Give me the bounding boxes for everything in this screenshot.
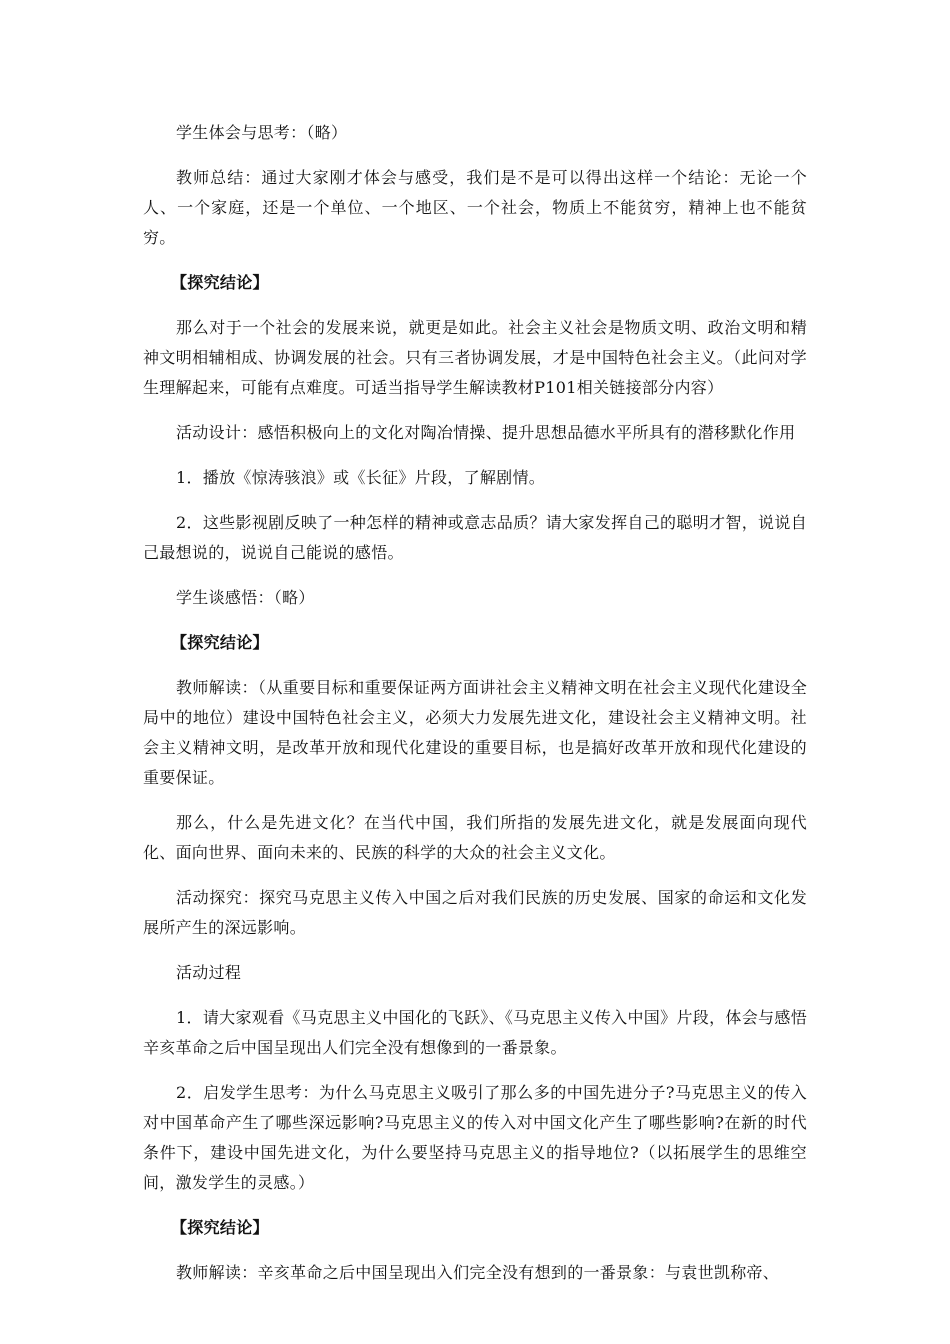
paragraph-activity-exploration: 活动探究：探究马克思主义传入中国之后对我们民族的历史发展、国家的命运和文化发展所产生的深远影响。 xyxy=(143,888,807,937)
paragraph-society-development: 那么对于一个社会的发展来说，就更是如此。社会主义社会是物质文明、政治文明和精神文明相辅相成、协调发展的社会。只有三者协调发展，才是中国特色社会主义。（此问对学生理解起来，可能有点难度。可适当指导学生解读教材P101相关链接部分内容） xyxy=(143,318,807,397)
paragraph-advanced-culture: 那么，什么是先进文化？在当代中国，我们所指的发展先进文化，就是发展面向现代化、面向世界、面向未来的、民族的科学的大众的社会主义文化。 xyxy=(143,813,807,862)
document-body xyxy=(143,118,807,1303)
paragraph-process-step-2: 2．启发学生思考：为什么马克思主义吸引了那么多的中国先进分子?马克思主义的传入对中国革命产生了哪些深远影响?马克思主义的传入对中国文化产生了哪些影响?在新的时代条件下，建设中国先进文化，为什么要坚持马克思主义的指导地位?（以拓展学生的思维空间，激发学生的灵感。） xyxy=(143,1083,807,1192)
paragraph-student-feelings: 学生谈感悟：（略） xyxy=(176,588,315,607)
paragraph-teacher-interpretation-2: 教师解读：辛亥革命之后中国呈现出入们完全没有想到的一番景象：与袁世凯称帝、 xyxy=(176,1263,780,1282)
paragraph-step-2: 2．这些影视剧反映了一种怎样的精神或意志品质？请大家发挥自己的聪明才智，说说自己最想说的，说说自己能说的感悟。 xyxy=(143,513,807,562)
paragraph-teacher-summary: 教师总结：通过大家刚才体会与感受，我们是不是可以得出这样一个结论：无论一个人、一个家庭，还是一个单位、一个地区、一个社会，物质上不能贫穷，精神上也不能贫穷。 xyxy=(143,168,807,247)
paragraph-student-reflection: 学生体会与思考：（略） xyxy=(176,123,348,142)
paragraph-step-1: 1．播放《惊涛骇浪》或《长征》片段，了解剧情。 xyxy=(176,468,546,487)
section-heading-conclusion: 【探究结论】 xyxy=(171,633,269,652)
paragraph-activity-process: 活动过程 xyxy=(176,963,242,982)
paragraph-activity-design: 活动设计：感悟积极向上的文化对陶冶情操、提升思想品德水平所具有的潜移默化作用 xyxy=(176,423,796,442)
paragraph-process-step-1: 1．请大家观看《马克思主义中国化的飞跃》、《马克思主义传入中国》片段，体会与感悟辛亥革命之后中国呈现出人们完全没有想像到的一番景象。 xyxy=(143,1008,807,1057)
paragraph-teacher-interpretation: 教师解读：（从重要目标和重要保证两方面讲社会主义精神文明在社会主义现代化建设全局中的地位）建设中国特色社会主义，必须大力发展先进文化，建设社会主义精神文明。社会主义精神文明，是改革开放和现代化建设的重要目标，也是搞好改革开放和现代化建设的重要保证。 xyxy=(143,678,807,787)
section-heading-conclusion: 【探究结论】 xyxy=(171,1218,269,1237)
section-heading-conclusion: 【探究结论】 xyxy=(171,273,269,292)
